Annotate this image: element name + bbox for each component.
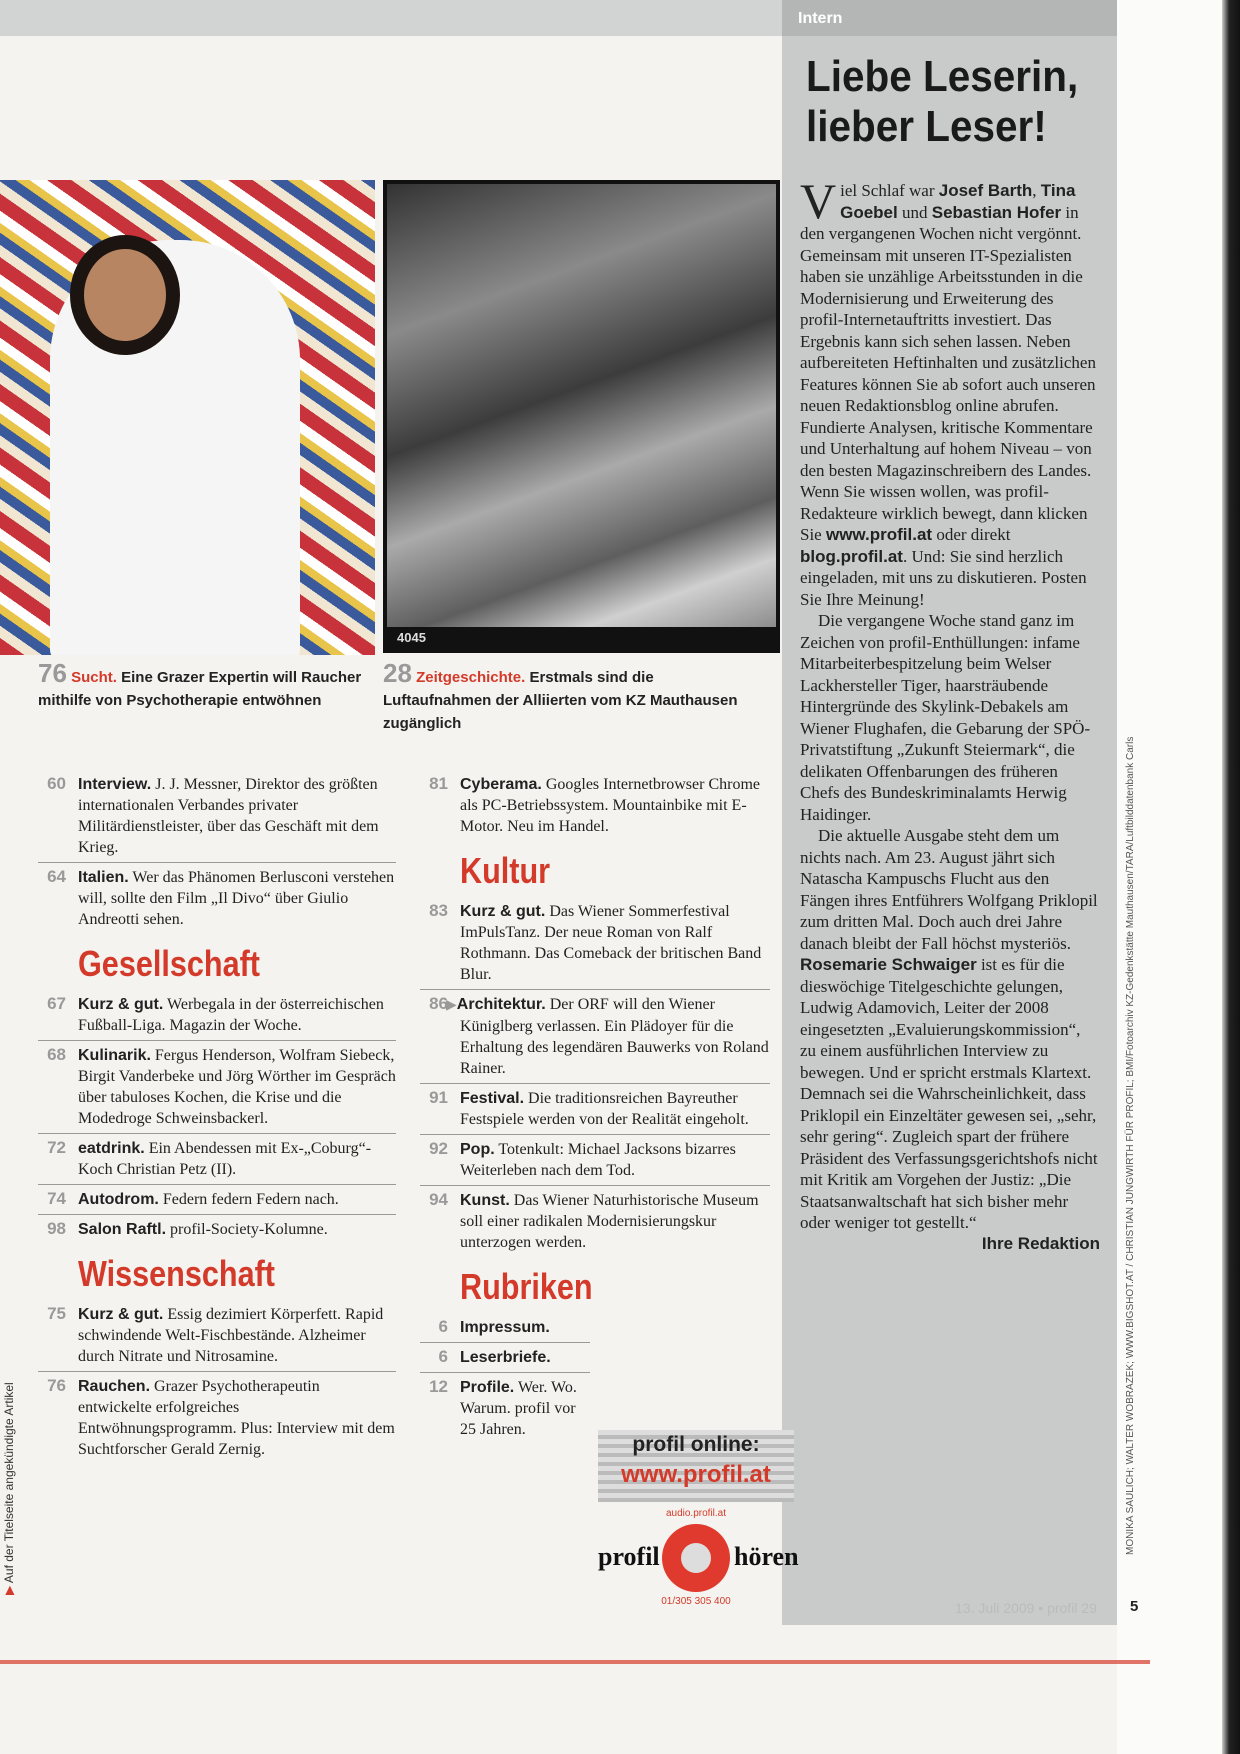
side-note: ▶ Auf der Titelseite angekündigte Artikel [2, 1382, 16, 1595]
toc-page-number: 6 [438, 1347, 448, 1366]
toc-item[interactable] [38, 1041, 396, 1134]
toc-middle [420, 770, 770, 1444]
toc-left [38, 770, 396, 1464]
toc-item[interactable] [420, 1084, 770, 1135]
toc-item[interactable] [38, 1372, 396, 1464]
toc-group [420, 1313, 770, 1444]
toc-entry [78, 1138, 396, 1180]
signature: Ihre Redaktion [981, 1233, 1100, 1253]
toc-title: Kurz & gut. [78, 1306, 164, 1323]
audio-word-right: hören [734, 1542, 799, 1571]
toc-text: Fergus Henderson, Wolfram Siebeck, Birgit Vanderbeke und Jörg Wörther im Gespräch über tabuloses Kochen, die Krise und die Modedroge Schweinsbackerl. [78, 1047, 396, 1127]
toc-title: Festival. [460, 1090, 525, 1107]
toc-page-number: 76 [47, 1376, 66, 1395]
page-title: Liebe Leserin, lieber Leser! [806, 52, 1079, 151]
section-heading: Rubriken [460, 1266, 593, 1307]
toc-item[interactable] [420, 770, 770, 841]
toc-text: Werbegala in der österreichischen Fußball-Liga. Magazin der Woche. [78, 996, 384, 1034]
toc-item[interactable] [420, 990, 770, 1084]
photo-smoking-expert [0, 180, 375, 655]
toc-item[interactable] [38, 770, 396, 863]
toc-title: Kurz & gut. [460, 903, 546, 920]
toc-title: Kunst. [460, 1192, 510, 1209]
toc-entry [460, 1347, 551, 1368]
toc-title: Autodrom. [78, 1191, 159, 1208]
caption-2[interactable]: 28 Zeitgeschichte. Erstmals sind die Luftaufnahmen der Alliierten vom KZ Mauthausen zugänglich [383, 658, 738, 732]
toc-group [38, 990, 396, 1244]
toc-page-number: 86 [429, 994, 448, 1013]
red-rule [0, 1660, 1150, 1664]
toc-entry [460, 1317, 550, 1338]
toc-title: Cyberama. [460, 776, 542, 793]
toc-title: Kulinarik. [78, 1047, 151, 1064]
toc-text: Der ORF will den Wiener Küniglberg verlassen. Ein Plädoyer für die Erhaltung des legendären Bauwerks von Roland Rainer. [460, 996, 769, 1077]
audio-word-left: profil [598, 1542, 660, 1571]
toc-page-number: 94 [429, 1190, 448, 1209]
toc-entry [460, 1190, 770, 1253]
toc-item[interactable] [38, 863, 396, 934]
toc-title: Impressum. [460, 1319, 550, 1336]
link-profil[interactable]: www.profil.at [825, 525, 933, 544]
toc-page-number: 68 [47, 1045, 66, 1064]
toc-page-number: 91 [429, 1088, 448, 1107]
toc-title: Interview. [78, 776, 152, 793]
toc-page-number: 60 [47, 774, 66, 793]
toc-title: Leserbriefe. [460, 1349, 551, 1366]
toc-page-number: 74 [47, 1189, 66, 1208]
toc-item[interactable] [38, 990, 396, 1041]
toc-text: Essig dezimiert Körperfett. Rapid schwindende Welt-Fischbestände. Alzheimer durch Nitrate und Nitrosamine. [78, 1306, 384, 1365]
section-label: Intern [782, 0, 1117, 36]
toc-entry [78, 867, 396, 930]
toc-text: Grazer Psychotherapeutin entwickelte erfolgreiches Entwöhnungsprogramm. Plus: Interview mit dem Suchtforscher Gerald Zernig. [78, 1378, 395, 1458]
toc-entry [78, 774, 396, 858]
toc-entry [460, 901, 770, 985]
toc-text: Federn federn Federn nach. [162, 1191, 339, 1208]
toc-item[interactable] [38, 1215, 396, 1244]
toc-item[interactable] [420, 1373, 590, 1444]
link-blog[interactable]: blog.profil.at [800, 546, 903, 566]
toc-title: Rauchen. [78, 1378, 151, 1395]
photo-aerial-mauthausen [383, 180, 780, 653]
profil-online-promo[interactable]: profil online: www.profil.at [598, 1430, 794, 1502]
toc-item[interactable] [38, 1300, 396, 1372]
toc-entry [460, 774, 770, 837]
toc-entry [78, 994, 396, 1036]
toc-text: Die traditionsreichen Bayreuther Festspiele werden von der Realität eingeholt. [460, 1090, 749, 1128]
photo-label: 4045 [387, 627, 776, 649]
audio-phone: 01/305 305 400 [661, 1596, 731, 1607]
toc-page-number: 81 [429, 774, 448, 793]
toc-text: Totenkult: Michael Jacksons bizarres Weiterleben nach dem Tod. [460, 1141, 736, 1179]
toc-entry [460, 1139, 770, 1181]
page-number: 5 [1130, 1598, 1139, 1615]
toc-page-number: 92 [429, 1139, 448, 1158]
toc-entry [78, 1189, 339, 1210]
toc-page-number: 83 [429, 901, 448, 920]
toc-text: profil-Society-Kolumne. [170, 1221, 328, 1238]
toc-group [420, 897, 770, 1257]
toc-title: Profile. [460, 1379, 515, 1396]
toc-entry [460, 1088, 770, 1130]
toc-title: eatdrink. [78, 1140, 145, 1157]
toc-entry [78, 1376, 396, 1460]
toc-text: J. J. Messner, Direktor des größten internationalen Verbandes privater Militärdienstleister, über das Geschäft mit dem Krieg. [78, 776, 379, 856]
toc-text: Das Wiener Naturhistorische Museum soll einer radikalen Modernisierungskur unterzogen werden. [460, 1192, 759, 1251]
toc-entry [460, 1377, 590, 1440]
triangle-icon: ▶ [2, 1585, 16, 1595]
profil-hoeren-logo [598, 1508, 799, 1616]
toc-group [38, 1300, 396, 1464]
toc-text: Wer. Wo. Warum. profil vor 25 Jahren. [460, 1379, 577, 1438]
editorial-letter: Viel Schlaf war Josef Barth, Tina Goebel und Sebastian Hofer in den vergangenen Wochen nicht vergönnt. Gemeinsam mit unseren IT-Spezialisten haben sie unzählige Arbeitsstunden in die Modernisierung und Erweiterung des profil-Internetauftritts investiert. Das Ergebnis kann sich sehen lassen. Neben aufbereiteten Heftinhalten und zusätzlichen Features können Sie ab sofort auch unseren neuen Redaktionsblog online abrufen. Fundierte Analysen, kritische Kommentare und Unterhaltung auf hohem Niveau – von den besten Magazinschreibern des Landes. Wenn Sie wissen wollen, was profil-Redakteure wirklich bewegt, dann klicken Sie www.profil.at oder direkt blog.profil.at. Und: Sie sind herzlich eingeladen, mit uns zu diskutieren. Posten Sie Ihre Meinung! Die vergangene Woche stand ganz im Zeichen von profil-Enthüllungen: infame Mitarbeiterbespitzelung beim Welser Lackhersteller Tiger, haarsträubende Hintergründe des Skylink-Debakels am Wiener Flughafen, die Gebarung der SPÖ-Privatstiftung „Zukunft Steiermark“, die delikaten Offenbarungen des früheren Chefs des Bundeskriminalamts Herwig Haidinger. Die aktuelle Ausgabe steht dem um nichts nach. Am 23. August jährt sich Natascha Kampuschs Flucht aus den Fängen ihres Entführers Wolfgang Priklopil zum dritten Mal. Doch auch drei Jahre danach bleibt der Fall höchst mysteriös. Rosemarie Schwaiger ist es für die dieswöchige Titelgeschichte gelungen, Ludwig Adamovich, Leiter der 2008 eingesetzten „Evaluierungskommission“, zu einem ausführlichen Interview zu bewegen. Und er spricht erstmals Klartext. Demnach sei die Wahrscheinlichkeit, dass Priklopil ein Einzeltäter gewesen sei, „sehr, sehr gering“. Zugleich spart der frühere Präsident des Verfassungsgerichtshofs nicht mit Kritik am Vorgehen der Justiz: „Die Staatsanwaltschaft hat sich bisher mehr oder weniger tot gestellt.“ Ihre Redaktion [800, 173, 1100, 1253]
toc-text: Das Wiener Sommerfestival ImPulsTanz. Der neue Roman von Ralf Rothmann. Das Comeback der britischen Band Blur. [460, 903, 762, 983]
footer-issue: 13. Juli 2009 • profil 29 [955, 1600, 1097, 1616]
section-heading: Gesellschaft [78, 943, 260, 984]
toc-page-number: 12 [429, 1377, 448, 1396]
toc-title: Pop. [460, 1141, 495, 1158]
toc-group [38, 770, 396, 934]
speaker-icon [662, 1524, 730, 1592]
toc-entry [78, 1304, 396, 1367]
toc-title: Kurz & gut. [78, 996, 164, 1013]
toc-page-number: 67 [47, 994, 66, 1013]
section-heading: Kultur [460, 850, 551, 891]
toc-title: Italien. [78, 869, 129, 886]
toc-item[interactable] [420, 1313, 590, 1343]
toc-text: Googles Internetbrowser Chrome als PC-Betriebssystem. Mountainbike mit E-Motor. Neu im Handel. [460, 776, 760, 835]
toc-entry [78, 1219, 328, 1240]
toc-item[interactable] [420, 897, 770, 990]
toc-entry [78, 1045, 396, 1129]
toc-page-number: 98 [47, 1219, 66, 1238]
toc-item[interactable] [38, 1134, 396, 1185]
toc-item[interactable] [420, 1186, 770, 1257]
toc-group [420, 770, 770, 841]
toc-entry [446, 994, 770, 1079]
photo-credits: MONIKA SAULICH; WALTER WOBRAZEK; WWW.BIGSHOT.AT / CHRISTIAN JUNGWIRTH FÜR PROFIL; BMI/Fotoarchiv KZ-Gedenkstätte Mauthausen/TARA/Luftbilddatenbank Carls [1125, 736, 1136, 1555]
toc-text: Ein Abendessen mit Ex-„Coburg“-Koch Christian Petz (II). [78, 1140, 372, 1178]
toc-title: Architektur. [456, 996, 546, 1013]
toc-item[interactable] [420, 1135, 770, 1186]
toc-page-number: 64 [47, 867, 66, 886]
toc-page-number: 6 [438, 1317, 448, 1336]
section-heading: Wissenschaft [78, 1253, 275, 1294]
toc-item[interactable] [420, 1343, 590, 1373]
caption-1[interactable]: 76 Sucht. Eine Grazer Expertin will Raucher mithilfe von Psychotherapie entwöhnen [38, 658, 362, 709]
spine [1222, 0, 1240, 1754]
audio-url: audio.profil.at [665, 1508, 727, 1519]
toc-title: Salon Raftl. [78, 1221, 167, 1238]
toc-text: Wer das Phänomen Berlusconi verstehen will, sollte den Film „Il Divo“ über Giulio Andreotti sehen. [78, 869, 395, 928]
toc-page-number: 72 [47, 1138, 66, 1157]
toc-item[interactable] [38, 1185, 396, 1215]
toc-page-number: 75 [47, 1304, 66, 1323]
arrow-icon: ▶ [446, 998, 457, 1013]
